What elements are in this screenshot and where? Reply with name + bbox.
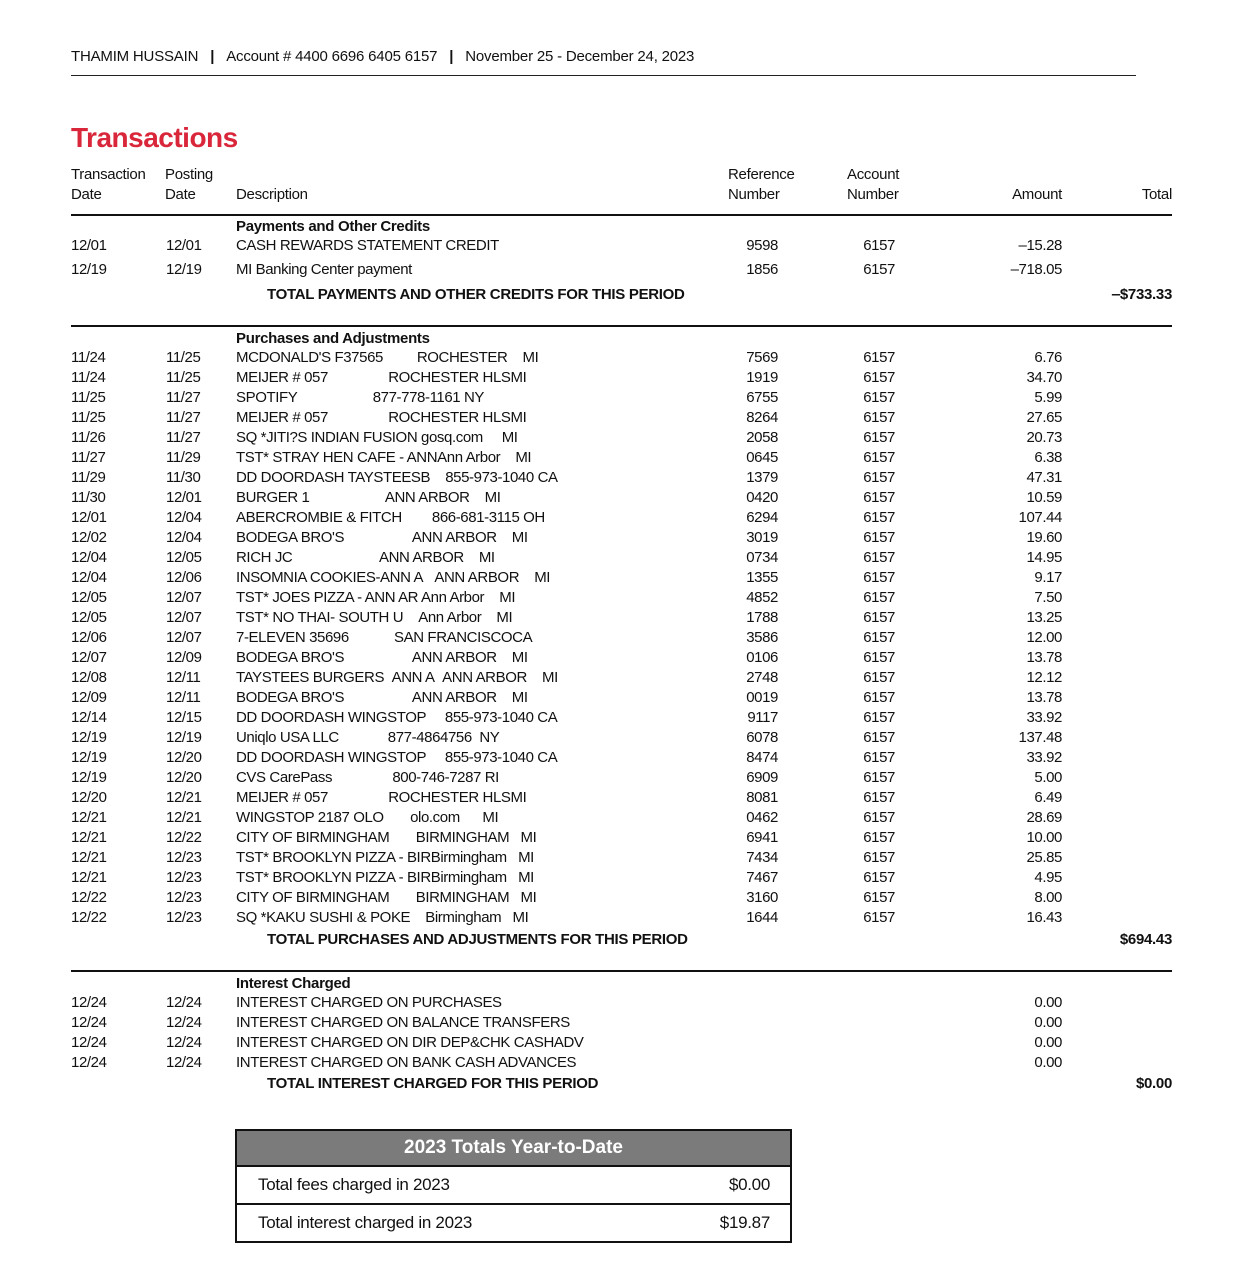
cell-account-number: 6157 [863, 849, 895, 866]
cell-transaction-date: 12/06 [71, 629, 107, 646]
cell-transaction-date: 12/22 [71, 909, 107, 926]
cell-account-number: 6157 [863, 237, 895, 254]
cell-description: INTEREST CHARGED ON BANK CASH ADVANCES [236, 1054, 577, 1071]
cell-transaction-date: 12/02 [71, 529, 107, 546]
cell-posting-date: 12/24 [166, 1054, 202, 1071]
cell-reference-number: 6909 [746, 769, 778, 786]
section-title: Payments and Other Credits [236, 218, 430, 235]
cell-description: BODEGA BRO'S ANN ARBOR MI [236, 529, 528, 546]
cell-description: CASH REWARDS STATEMENT CREDIT [236, 237, 499, 254]
cell-posting-date: 12/20 [166, 769, 202, 786]
cell-reference-number: 0734 [746, 549, 778, 566]
cell-transaction-date: 12/01 [71, 237, 107, 254]
cell-transaction-date: 12/01 [71, 509, 107, 526]
cell-amount: 10.00 [1026, 829, 1062, 846]
cell-posting-date: 12/19 [166, 729, 202, 746]
cell-posting-date: 12/04 [166, 529, 202, 546]
col-label: Number [847, 186, 899, 203]
ytd-fees-value: $0.00 [728, 1175, 770, 1194]
cell-account-number: 6157 [863, 709, 895, 726]
cell-amount: 16.43 [1026, 909, 1062, 926]
cell-reference-number: 6755 [746, 389, 778, 406]
cell-amount: 9.17 [1034, 569, 1062, 586]
cell-transaction-date: 12/05 [71, 589, 107, 606]
cell-transaction-date: 12/19 [71, 729, 107, 746]
transaction-row [0, 237, 1236, 257]
cell-amount: 13.78 [1026, 649, 1062, 666]
cell-account-number: 6157 [863, 429, 895, 446]
col-amount: Amount [1012, 186, 1062, 203]
cell-transaction-date: 12/21 [71, 869, 107, 886]
transaction-row [0, 261, 1236, 281]
cell-transaction-date: 12/24 [71, 1014, 107, 1031]
cell-posting-date: 12/09 [166, 649, 202, 666]
cell-account-number: 6157 [863, 629, 895, 646]
col-label: Posting [165, 166, 213, 183]
transaction-row [0, 349, 1236, 369]
header-divider [71, 75, 1136, 76]
cell-reference-number: 0420 [746, 489, 778, 506]
statement-header [71, 48, 694, 65]
cell-description: BODEGA BRO'S ANN ARBOR MI [236, 649, 528, 666]
cell-reference-number: 3019 [746, 529, 778, 546]
cell-account-number: 6157 [863, 909, 895, 926]
cell-amount: 5.00 [1034, 769, 1062, 786]
ytd-interest-label: Total interest charged in 2023 [258, 1213, 473, 1232]
cell-description: INTEREST CHARGED ON DIR DEP&CHK CASHADV [236, 1034, 584, 1051]
cell-account-number: 6157 [863, 549, 895, 566]
transaction-row [0, 909, 1236, 929]
cell-description: DD DOORDASH WINGSTOP 855-973-1040 CA [236, 709, 558, 726]
cell-reference-number: 0106 [746, 649, 778, 666]
cell-transaction-date: 12/24 [71, 1034, 107, 1051]
cell-posting-date: 12/04 [166, 509, 202, 526]
transaction-row [0, 469, 1236, 489]
cell-amount: 34.70 [1026, 369, 1062, 386]
transaction-row [0, 609, 1236, 629]
cell-description: TST* BROOKLYN PIZZA - BIRBirmingham MI [236, 849, 534, 866]
cell-description: TST* NO THAI- SOUTH U Ann Arbor MI [236, 609, 513, 626]
transaction-row [0, 1034, 1236, 1054]
cell-description: SPOTIFY 877-778-1161 NY [236, 389, 485, 406]
cell-account-number: 6157 [863, 529, 895, 546]
cell-amount: 0.00 [1034, 1034, 1062, 1051]
cell-amount: 47.31 [1026, 469, 1062, 486]
cell-account-number: 6157 [863, 829, 895, 846]
col-transaction-date [71, 165, 146, 205]
cell-account-number: 6157 [863, 369, 895, 386]
cell-posting-date: 12/23 [166, 889, 202, 906]
cell-amount: 10.59 [1026, 489, 1062, 506]
section-total-label: TOTAL INTEREST CHARGED FOR THIS PERIOD [267, 1075, 599, 1092]
cell-amount: 5.99 [1034, 389, 1062, 406]
transaction-row [0, 789, 1236, 809]
cell-transaction-date: 12/04 [71, 569, 107, 586]
cell-transaction-date: 12/21 [71, 809, 107, 826]
cell-account-number: 6157 [863, 569, 895, 586]
cell-account-number: 6157 [863, 489, 895, 506]
cell-transaction-date: 12/19 [71, 749, 107, 766]
cell-amount: 20.73 [1026, 429, 1062, 446]
section-divider [71, 325, 1172, 327]
cell-reference-number: 1788 [746, 609, 778, 626]
cell-amount: 8.00 [1034, 889, 1062, 906]
cell-account-number: 6157 [863, 809, 895, 826]
cell-description: ABERCROMBIE & FITCH 866-681-3115 OH [236, 509, 545, 526]
cell-posting-date: 11/27 [166, 429, 201, 446]
transaction-row [0, 869, 1236, 889]
cell-posting-date: 12/24 [166, 1014, 202, 1031]
section-total-value: ‒$733.33 [1111, 286, 1172, 303]
transaction-row [0, 829, 1236, 849]
cell-posting-date: 12/21 [166, 809, 202, 826]
cell-amount: ‒15.28 [1018, 237, 1062, 254]
cell-posting-date: 12/01 [166, 489, 202, 506]
cell-description: INTEREST CHARGED ON PURCHASES [236, 994, 502, 1011]
transaction-row [0, 629, 1236, 649]
cell-description: SQ *JITI?S INDIAN FUSION gosq.com MI [236, 429, 518, 446]
cell-reference-number: 6941 [746, 829, 778, 846]
cell-reference-number: 2058 [746, 429, 778, 446]
col-account-number [847, 165, 899, 205]
cell-description: CITY OF BIRMINGHAM BIRMINGHAM MI [236, 829, 537, 846]
col-posting-date [165, 165, 213, 205]
cell-description: MCDONALD'S F37565 ROCHESTER MI [236, 349, 539, 366]
col-label: Date [71, 186, 102, 203]
cell-transaction-date: 12/09 [71, 689, 107, 706]
cell-description: TST* BROOKLYN PIZZA - BIRBirmingham MI [236, 869, 534, 886]
transaction-row [0, 1014, 1236, 1034]
section-total-row [0, 1075, 1236, 1095]
cell-reference-number: 2748 [746, 669, 778, 686]
cell-account-number: 6157 [863, 589, 895, 606]
cell-posting-date: 12/11 [166, 669, 201, 686]
transaction-row [0, 649, 1236, 669]
cell-amount: 107.44 [1018, 509, 1062, 526]
cell-posting-date: 12/19 [166, 260, 202, 278]
cell-account-number: 6157 [863, 260, 895, 278]
cell-reference-number: 1856 [746, 260, 778, 278]
cell-amount: 13.78 [1026, 689, 1062, 706]
section-title: Interest Charged [236, 975, 351, 992]
cell-posting-date: 12/15 [166, 709, 202, 726]
cell-description: TST* JOES PIZZA - ANN AR Ann Arbor MI [236, 589, 516, 606]
cell-reference-number: 1355 [746, 569, 778, 586]
cell-posting-date: 11/30 [166, 469, 201, 486]
cell-transaction-date: 12/19 [71, 260, 107, 278]
cell-posting-date: 11/25 [166, 369, 201, 386]
section-total-label: TOTAL PAYMENTS AND OTHER CREDITS FOR THIS PERIOD [267, 286, 685, 303]
col-label: Transaction [71, 166, 146, 183]
section-title: Purchases and Adjustments [236, 330, 430, 347]
cell-reference-number: 1644 [746, 909, 778, 926]
cell-reference-number: 7569 [746, 349, 778, 366]
cell-transaction-date: 11/24 [71, 369, 106, 386]
col-label: Number [728, 186, 780, 203]
cell-account-number: 6157 [863, 389, 895, 406]
cell-reference-number: 3160 [746, 889, 778, 906]
cell-transaction-date: 12/22 [71, 889, 107, 906]
cell-description: BODEGA BRO'S ANN ARBOR MI [236, 689, 528, 706]
cell-description: 7-ELEVEN 35696 SAN FRANCISCOCA [236, 629, 533, 646]
cell-reference-number: 8264 [746, 409, 778, 426]
transaction-row [0, 689, 1236, 709]
cell-description: TAYSTEES BURGERS ANN A ANN ARBOR MI [236, 669, 558, 686]
cell-posting-date: 12/07 [166, 589, 202, 606]
transaction-row [0, 749, 1236, 769]
account-number: Account # 4400 6696 6405 6157 [226, 48, 438, 65]
cell-reference-number: 9598 [746, 237, 778, 254]
cell-posting-date: 12/22 [166, 829, 202, 846]
cell-account-number: 6157 [863, 409, 895, 426]
cell-transaction-date: 12/19 [71, 769, 107, 786]
cell-reference-number: 0645 [746, 449, 778, 466]
section-divider [71, 214, 1172, 216]
cell-transaction-date: 12/20 [71, 789, 107, 806]
transaction-row [0, 369, 1236, 389]
page-title: Transactions [71, 122, 238, 153]
section-divider [71, 970, 1172, 972]
col-label: Account [847, 166, 900, 183]
cell-description: Uniqlo USA LLC 877-4864756 NY [236, 729, 500, 746]
ytd-fees-row [237, 1167, 790, 1203]
cell-amount: 7.50 [1034, 589, 1062, 606]
cell-posting-date: 12/23 [166, 849, 202, 866]
transaction-row [0, 429, 1236, 449]
cell-transaction-date: 12/24 [71, 1054, 107, 1071]
cell-posting-date: 11/27 [166, 409, 201, 426]
transaction-row [0, 529, 1236, 549]
cell-account-number: 6157 [863, 469, 895, 486]
transaction-row [0, 509, 1236, 529]
cell-amount: 33.92 [1026, 749, 1062, 766]
header-separator: | [210, 48, 215, 65]
cell-description: BURGER 1 ANN ARBOR MI [236, 489, 501, 506]
cell-account-number: 6157 [863, 509, 895, 526]
cell-posting-date: 12/21 [166, 789, 202, 806]
cell-amount: 0.00 [1034, 1014, 1062, 1031]
cell-transaction-date: 12/04 [71, 549, 107, 566]
section-total-value: $694.43 [1119, 931, 1172, 948]
cell-account-number: 6157 [863, 349, 895, 366]
cell-description: INTEREST CHARGED ON BALANCE TRANSFERS [236, 1014, 570, 1031]
cell-reference-number: 4852 [746, 589, 778, 606]
cell-transaction-date: 11/30 [71, 489, 106, 506]
cell-amount: 33.92 [1026, 709, 1062, 726]
col-total: Total [1141, 186, 1172, 203]
cell-account-number: 6157 [863, 729, 895, 746]
ytd-interest-row [237, 1203, 790, 1241]
cell-transaction-date: 12/05 [71, 609, 107, 626]
transaction-row [0, 669, 1236, 689]
cell-reference-number: 7434 [746, 849, 778, 866]
cell-description: DD DOORDASH WINGSTOP 855-973-1040 CA [236, 749, 558, 766]
cell-transaction-date: 11/29 [71, 469, 106, 486]
cell-reference-number: 1379 [746, 469, 778, 486]
header-separator: | [449, 48, 454, 65]
cell-reference-number: 9117 [747, 709, 778, 726]
cell-transaction-date: 11/26 [71, 429, 106, 446]
cell-transaction-date: 12/07 [71, 649, 107, 666]
col-reference-number [728, 165, 795, 205]
transaction-row [0, 809, 1236, 829]
ytd-title: 2023 Totals Year-to-Date [237, 1131, 790, 1167]
cell-transaction-date: 11/24 [71, 349, 106, 366]
cell-reference-number: 1919 [746, 369, 778, 386]
cell-account-number: 6157 [863, 449, 895, 466]
cell-posting-date: 11/29 [166, 449, 201, 466]
cell-amount: 137.48 [1018, 729, 1062, 746]
cell-posting-date: 12/23 [166, 909, 202, 926]
transaction-row [0, 549, 1236, 569]
account-holder-name: THAMIM HUSSAIN [71, 48, 199, 65]
transaction-row [0, 994, 1236, 1014]
cell-reference-number: 8081 [746, 789, 778, 806]
transaction-row [0, 1054, 1236, 1074]
cell-transaction-date: 12/08 [71, 669, 107, 686]
cell-amount: 14.95 [1026, 549, 1062, 566]
cell-amount: ‒718.05 [1010, 260, 1062, 278]
cell-posting-date: 12/07 [166, 609, 202, 626]
cell-reference-number: 6078 [746, 729, 778, 746]
col-label: Reference [728, 166, 795, 183]
cell-amount: 28.69 [1026, 809, 1062, 826]
cell-reference-number: 6294 [746, 509, 778, 526]
cell-amount: 25.85 [1026, 849, 1062, 866]
cell-transaction-date: 11/27 [71, 449, 106, 466]
transaction-row [0, 769, 1236, 789]
cell-transaction-date: 11/25 [71, 409, 106, 426]
cell-amount: 6.76 [1034, 349, 1062, 366]
cell-description: INSOMNIA COOKIES-ANN A ANN ARBOR MI [236, 569, 551, 586]
cell-description: MEIJER # 057 ROCHESTER HLSMI [236, 409, 527, 426]
section-total-row [0, 286, 1236, 306]
section-total-row [0, 931, 1236, 951]
cell-description: MEIJER # 057 ROCHESTER HLSMI [236, 789, 527, 806]
transaction-row [0, 389, 1236, 409]
section-total-value: $0.00 [1135, 1075, 1172, 1092]
cell-description: MEIJER # 057 ROCHESTER HLSMI [236, 369, 527, 386]
cell-posting-date: 12/06 [166, 569, 202, 586]
cell-description: RICH JC ANN ARBOR MI [236, 549, 495, 566]
cell-account-number: 6157 [863, 689, 895, 706]
cell-posting-date: 12/23 [166, 869, 202, 886]
cell-account-number: 6157 [863, 869, 895, 886]
cell-reference-number: 3586 [746, 629, 778, 646]
cell-account-number: 6157 [863, 669, 895, 686]
cell-amount: 12.12 [1026, 669, 1062, 686]
cell-transaction-date: 11/25 [71, 389, 106, 406]
transaction-row [0, 489, 1236, 509]
cell-amount: 4.95 [1034, 869, 1062, 886]
col-description: Description [236, 186, 308, 203]
cell-amount: 19.60 [1026, 529, 1062, 546]
cell-account-number: 6157 [863, 789, 895, 806]
cell-posting-date: 12/05 [166, 549, 202, 566]
ytd-fees-label: Total fees charged in 2023 [258, 1175, 450, 1194]
cell-amount: 6.38 [1034, 449, 1062, 466]
cell-account-number: 6157 [863, 649, 895, 666]
cell-account-number: 6157 [863, 769, 895, 786]
cell-reference-number: 8474 [746, 749, 778, 766]
transaction-row [0, 569, 1236, 589]
cell-posting-date: 12/20 [166, 749, 202, 766]
cell-posting-date: 12/07 [166, 629, 202, 646]
cell-description: DD DOORDASH TAYSTEESB 855-973-1040 CA [236, 469, 558, 486]
cell-posting-date: 12/11 [166, 689, 201, 706]
cell-amount: 0.00 [1034, 1054, 1062, 1071]
cell-description: MI Banking Center payment [236, 260, 412, 278]
cell-transaction-date: 12/21 [71, 829, 107, 846]
col-label: Date [165, 186, 196, 203]
cell-amount: 13.25 [1026, 609, 1062, 626]
cell-description: CITY OF BIRMINGHAM BIRMINGHAM MI [236, 889, 537, 906]
cell-amount: 27.65 [1026, 409, 1062, 426]
transaction-row [0, 589, 1236, 609]
cell-description: SQ *KAKU SUSHI & POKE Birmingham MI [236, 909, 529, 926]
transaction-row [0, 729, 1236, 749]
transaction-row [0, 889, 1236, 909]
cell-amount: 6.49 [1034, 789, 1062, 806]
cell-amount: 0.00 [1034, 994, 1062, 1011]
section-total-label: TOTAL PURCHASES AND ADJUSTMENTS FOR THIS PERIOD [267, 931, 688, 948]
cell-description: CVS CarePass 800-746-7287 RI [236, 769, 499, 786]
cell-reference-number: 0462 [746, 809, 778, 826]
cell-posting-date: 11/27 [166, 389, 201, 406]
cell-posting-date: 12/01 [166, 237, 202, 254]
ytd-interest-value: $19.87 [719, 1213, 770, 1232]
transaction-row [0, 449, 1236, 469]
cell-amount: 12.00 [1026, 629, 1062, 646]
cell-account-number: 6157 [863, 609, 895, 626]
cell-reference-number: 0019 [746, 689, 778, 706]
transaction-row [0, 409, 1236, 429]
cell-posting-date: 11/25 [166, 349, 201, 366]
cell-transaction-date: 12/24 [71, 994, 107, 1011]
cell-description: WINGSTOP 2187 OLO olo.com MI [236, 809, 499, 826]
cell-transaction-date: 12/21 [71, 849, 107, 866]
cell-transaction-date: 12/14 [71, 709, 107, 726]
cell-posting-date: 12/24 [166, 1034, 202, 1051]
cell-reference-number: 7467 [746, 869, 778, 886]
cell-posting-date: 12/24 [166, 994, 202, 1011]
transaction-row [0, 709, 1236, 729]
statement-period: November 25 - December 24, 2023 [465, 48, 695, 65]
transaction-row [0, 849, 1236, 869]
cell-account-number: 6157 [863, 889, 895, 906]
cell-description: TST* STRAY HEN CAFE - ANNAnn Arbor MI [236, 449, 532, 466]
ytd-totals-box [235, 1129, 792, 1243]
cell-account-number: 6157 [863, 749, 895, 766]
